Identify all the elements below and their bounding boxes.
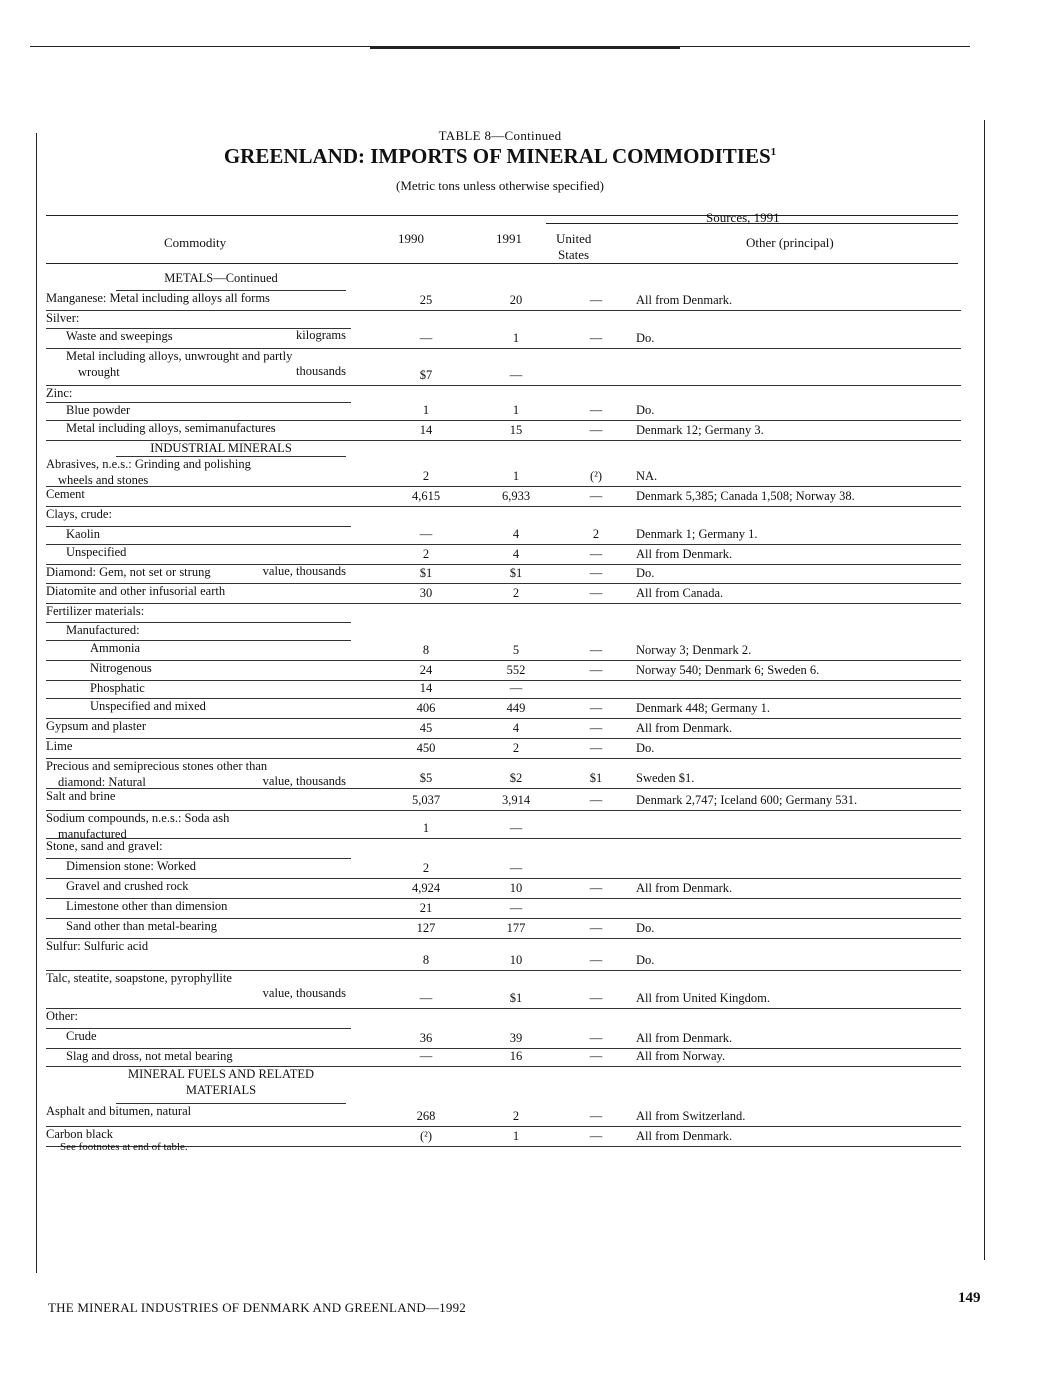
value-1991: 1 [512,403,520,417]
commodity-cell [46,838,351,854]
unit-label: value, thousands [262,986,346,1000]
commodity-text-line2: manufactured [58,827,127,841]
value-1990: — [419,991,433,1005]
value-other-sources: All from Denmark. [636,1031,733,1045]
value-1991: 10 [509,881,523,895]
value-united-states: — [589,991,603,1005]
value-1991: — [509,821,523,835]
commodity-text: Talc, steatite, soapstone, pyrophyllite [46,971,232,985]
table-row [46,1028,964,1048]
value-1991: 16 [509,1049,523,1063]
commodity-cell [90,640,395,656]
commodity-cell [46,603,351,619]
table-subtitle: (Metric tons unless otherwise specified) [396,178,604,193]
table-row [46,564,964,583]
commodity-cell [66,1048,371,1064]
commodity-cell [66,898,371,914]
value-1990: 14 [419,681,433,695]
header-top-rule [46,215,958,216]
commodity-cell [90,660,395,676]
value-1991: $1 [509,566,523,580]
table-row [46,1048,964,1066]
commodity-text: Zinc: [46,386,73,400]
value-other-sources: Do. [636,403,655,417]
table-row [46,660,964,680]
value-1990: 127 [416,921,436,935]
table-row [46,544,964,564]
commodity-cell [116,1066,326,1098]
section-header-row [46,440,964,456]
commodity-cell [66,402,371,418]
value-1990: 8 [422,643,430,657]
commodity-cell [66,420,371,436]
value-other-sources: All from Denmark. [636,547,733,561]
commodity-cell [46,718,351,734]
table-row [46,402,964,420]
commodity-text: Crude [66,1029,97,1043]
commodity-text-line2: MATERIALS [185,1083,257,1097]
commodity-text: METALS—Continued [164,271,278,285]
value-united-states: 2 [592,527,600,541]
value-1991: 4 [512,527,520,541]
value-other-sources: Denmark 2,747; Iceland 600; Germany 531. [636,793,858,807]
header-other: Other (principal) [746,235,834,250]
value-1991: $1 [509,991,523,1005]
value-other-sources: Do. [636,566,655,580]
table-row [46,878,964,898]
commodity-cell [66,878,371,894]
commodity-text: Limestone other than dimension [66,899,228,913]
value-united-states: — [589,741,603,755]
commodity-text: Precious and semiprecious stones other than [46,759,268,773]
value-other-sources: Do. [636,331,655,345]
commodity-text: Clays, crude: [46,507,112,521]
value-1991: $2 [509,771,523,785]
value-1990: 4,615 [411,489,441,503]
value-other-sources: All from Norway. [636,1049,726,1063]
value-united-states: — [589,489,603,503]
section-header-row [46,1066,964,1103]
value-1990: $1 [419,566,433,580]
value-1991: 4 [512,721,520,735]
unit-label: value, thousands [262,774,346,788]
value-1991: 1 [512,331,520,345]
value-1990: — [419,331,433,345]
value-1990: 21 [419,901,433,915]
commodity-cell [46,1103,351,1119]
value-1990: 30 [419,586,433,600]
value-united-states: — [589,293,603,307]
table-row [46,640,964,660]
value-united-states: — [589,566,603,580]
value-1991: 1 [512,469,520,483]
title-footnote-marker: 1 [770,146,777,158]
commodity-cell [46,583,351,599]
commodity-text: INDUSTRIAL MINERALS [150,441,292,455]
header-sources: Sources, 1991 [706,210,780,225]
value-other-sources: All from United Kingdom. [636,991,771,1005]
commodity-cell [46,970,351,986]
commodity-text: Ammonia [90,641,140,655]
commodity-text: Manganese: Metal including alloys all forms [46,291,270,305]
value-other-sources: All from Denmark. [636,293,733,307]
commodity-text: Sodium compounds, n.e.s.: Soda ash [46,811,230,825]
value-united-states: — [589,881,603,895]
commodity-text: Lime [46,739,73,753]
commodity-text: Diatomite and other infusorial earth [46,584,226,598]
header-bottom-rule [46,263,958,264]
value-1990: 1 [422,403,430,417]
commodity-cell [66,918,371,934]
value-1990: 406 [416,701,436,715]
value-1991: 6,933 [501,489,531,503]
value-1991: 4 [512,547,520,561]
commodity-cell [46,1008,351,1024]
value-1990: — [419,1049,433,1063]
commodity-text: Blue powder [66,403,131,417]
commodity-text: Stone, sand and gravel: [46,839,163,853]
value-1990: 8 [422,953,430,967]
commodity-cell [66,1028,371,1044]
commodity-text: Unspecified [66,545,127,559]
value-1991: 2 [512,741,520,755]
value-united-states: — [589,953,603,967]
table-row [46,526,964,544]
value-united-states: — [589,1049,603,1063]
table-row [46,456,964,486]
value-other-sources: NA. [636,469,658,483]
commodity-cell [46,788,351,804]
commodity-text: Sand other than metal-bearing [66,919,217,933]
header-united: United [556,231,592,246]
commodity-text: Nitrogenous [90,661,152,675]
unit-label: kilograms [296,328,346,342]
value-united-states: — [589,1129,603,1143]
commodity-text: Cement [46,487,85,501]
value-united-states: — [589,921,603,935]
commodity-text: Metal including alloys, semimanufactures [66,421,276,435]
commodity-text: Kaolin [66,527,101,541]
commodity-text: Dimension stone: Worked [66,859,196,873]
value-united-states: — [589,701,603,715]
table-row [46,938,964,970]
value-1991: 10 [509,953,523,967]
value-1990: 1 [422,821,430,835]
value-1991: 5 [512,643,520,657]
commodity-cell [46,938,351,954]
commodity-text: Diamond: Gem, not set or strung [46,565,211,579]
commodity-text: Manufactured: [66,623,140,637]
value-other-sources: Sweden $1. [636,771,695,785]
left-margin-rule [36,133,37,1273]
unit-label: thousands [296,364,346,378]
value-1991: — [509,861,523,875]
value-1990: 24 [419,663,433,677]
value-1990: $7 [419,368,433,382]
value-1991: 1 [512,1129,520,1143]
header-states: States [558,247,590,262]
value-other-sources: Do. [636,953,655,967]
table-row [46,858,964,878]
commodity-cell [46,456,351,488]
commodity-cell [66,858,371,874]
value-united-states: — [589,793,603,807]
value-1990: 4,924 [411,881,441,895]
commodity-text-line2: wrought [78,365,120,379]
table-title [0,144,1000,169]
table-row [46,310,964,328]
section-header-row [46,270,964,290]
value-united-states: — [589,1109,603,1123]
value-other-sources: Do. [636,921,655,935]
value-united-states: — [589,547,603,561]
value-1990: 36 [419,1031,433,1045]
value-united-states: — [589,331,603,345]
commodity-cell [116,440,326,456]
table-row [46,758,964,788]
value-1991: 3,914 [501,793,531,807]
value-other-sources: Denmark 12; Germany 3. [636,423,764,437]
value-1991: — [509,368,523,382]
table-row [46,348,964,385]
table-row [46,622,964,640]
value-united-states: — [589,403,603,417]
commodity-cell [46,738,351,754]
value-1990: 2 [422,469,430,483]
commodity-text: Other: [46,1009,78,1023]
table-row [46,698,964,718]
value-united-states: — [589,663,603,677]
commodity-cell [66,544,371,560]
value-1990: (²) [419,1129,433,1143]
commodity-text: Phosphatic [90,681,145,695]
table-row [46,898,964,918]
commodity-text-line2: diamond: Natural [58,775,146,789]
commodity-cell [46,486,351,502]
table-row [46,290,964,310]
table-row [46,918,964,938]
commodity-text: Metal including alloys, unwrought and partly [66,349,293,363]
page-number: 149 [958,1290,981,1306]
value-1990: 45 [419,721,433,735]
table-row [46,718,964,738]
commodity-cell [46,310,351,326]
value-other-sources: Norway 3; Denmark 2. [636,643,752,657]
value-other-sources: Denmark 5,385; Canada 1,508; Norway 38. [636,489,855,503]
value-1991: 20 [509,293,523,307]
value-1991: 15 [509,423,523,437]
table-row [46,1008,964,1028]
value-other-sources: All from Switzerland. [636,1109,746,1123]
commodity-text: Slag and dross, not metal bearing [66,1049,233,1063]
table-row [46,838,964,858]
value-united-states: — [589,1031,603,1045]
commodity-cell [46,385,351,401]
value-other-sources: Norway 540; Denmark 6; Sweden 6. [636,663,820,677]
table-row [46,788,964,810]
header-1990: 1990 [398,231,424,246]
top-rule-thick [370,46,680,49]
commodity-text: MINERAL FUELS AND RELATED [128,1067,314,1081]
value-other-sources: All from Denmark. [636,721,733,735]
value-united-states: — [589,423,603,437]
value-united-states: $1 [589,771,603,785]
value-1991: 39 [509,1031,523,1045]
commodity-cell [90,680,395,696]
table-row [46,970,964,1008]
header-1991: 1991 [496,231,522,246]
value-1990: 450 [416,741,436,755]
value-united-states: — [589,586,603,600]
value-1990: — [419,527,433,541]
table-row [46,810,964,841]
value-other-sources: Denmark 1; Germany 1. [636,527,758,541]
unit-label: value, thousands [262,564,346,578]
table-row [46,420,964,440]
header-commodity: Commodity [164,235,227,250]
table-row [46,738,964,758]
commodity-text: Carbon black [46,1127,113,1141]
value-1990: 25 [419,293,433,307]
value-1990: $5 [419,771,433,785]
value-1991: 177 [506,921,526,935]
value-other-sources: Do. [636,741,655,755]
commodity-text: Abrasives, n.e.s.: Grinding and polishing [46,457,251,471]
table-row [46,583,964,603]
commodity-text: Fertilizer materials: [46,604,145,618]
commodity-text: Gravel and crushed rock [66,879,189,893]
commodity-text: Gypsum and plaster [46,719,146,733]
value-1991: — [509,901,523,915]
right-margin-rule [984,120,985,1260]
commodity-text: Unspecified and mixed [90,699,206,713]
value-other-sources: All from Canada. [636,586,724,600]
table-row [46,603,964,622]
commodity-cell [46,506,351,522]
commodity-text: Silver: [46,311,80,325]
commodity-text-line2: wheels and stones [58,473,149,487]
page-footer-title: THE MINERAL INDUSTRIES OF DENMARK AND GREENLAND—1992 [48,1300,466,1315]
value-1991: 449 [506,701,526,715]
value-1991: — [509,681,523,695]
table-row [46,486,964,506]
commodity-text: Sulfur: Sulfuric acid [46,939,149,953]
value-1990: 14 [419,423,433,437]
value-1990: 5,037 [411,793,441,807]
commodity-text: Salt and brine [46,789,116,803]
commodity-text: Asphalt and bitumen, natural [46,1104,192,1118]
commodity-cell [46,290,351,306]
commodity-cell [66,526,371,542]
commodity-cell [46,1126,351,1142]
value-united-states: — [589,643,603,657]
commodity-cell [90,698,395,714]
table-continued-label: TABLE 8—Continued [438,128,562,143]
commodity-text: Waste and sweepings [66,329,173,343]
table-footnote: See footnotes at end of table. [60,1141,188,1153]
table-row [46,328,964,348]
value-1990: 2 [422,547,430,561]
value-1991: 2 [512,1109,520,1123]
value-1990: 268 [416,1109,436,1123]
value-other-sources: All from Denmark. [636,881,733,895]
table-row [46,506,964,526]
value-united-states: (²) [589,469,603,483]
value-united-states: — [589,721,603,735]
value-1991: 552 [506,663,526,677]
commodity-cell [116,270,326,286]
value-1991: 2 [512,586,520,600]
table-row [46,1103,964,1126]
commodity-cell [66,622,371,638]
table-row [46,680,964,698]
table-title-text: GREENLAND: IMPORTS OF MINERAL COMMODITIES [223,144,771,168]
value-1990: 2 [422,861,430,875]
value-other-sources: All from Denmark. [636,1129,733,1143]
table-row [46,385,964,402]
value-other-sources: Denmark 448; Germany 1. [636,701,770,715]
